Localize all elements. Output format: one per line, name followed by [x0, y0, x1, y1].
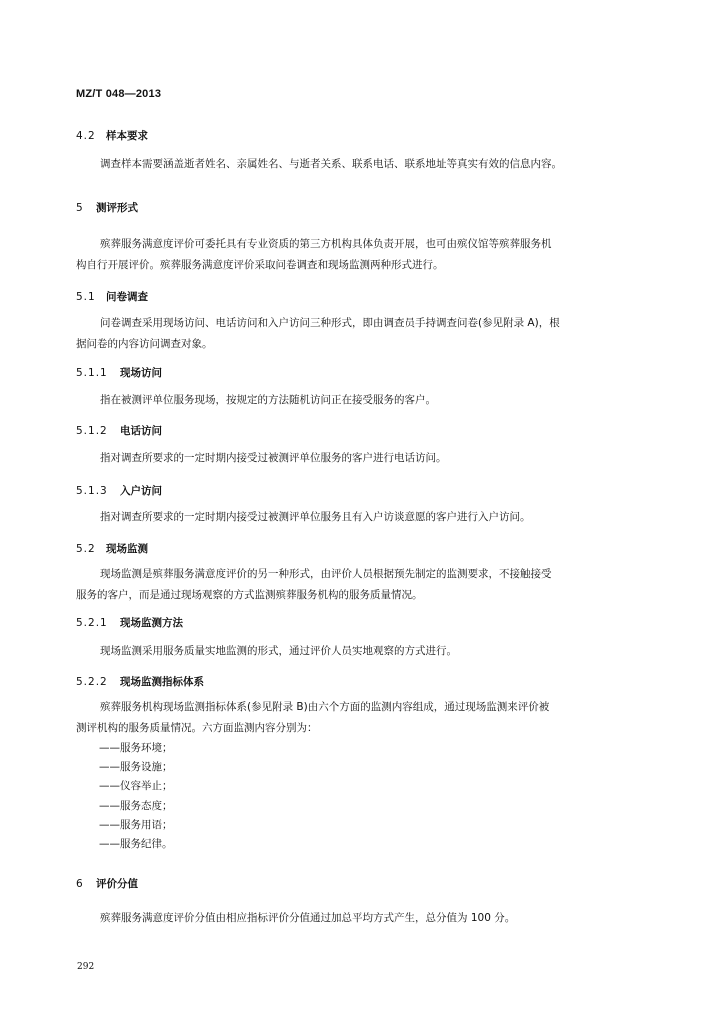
paragraph-line: 问卷调查采用现场访问、电话访问和入户访问三种形式，即由调查员手持调查问卷(参见附录 A)，根 [100, 317, 560, 329]
list-item: ——服务设施； [99, 761, 173, 774]
list-item: ——服务纪律。 [99, 838, 173, 851]
paragraph-5-1-3 [76, 507, 658, 528]
section-title: 现场监测指标体系 [120, 676, 204, 688]
list-item: ——服务环境； [99, 742, 173, 754]
section-title: 电话访问 [120, 425, 162, 437]
paragraph-line: 殡葬服务机构现场监测指标体系(参见附录 B)由六个方面的监测内容组成，通过现场监测来评价被 [100, 701, 550, 713]
section-number: 5.1.2 [76, 425, 108, 437]
section-number: 4.2 [76, 130, 96, 142]
paragraph-5-2-1 [76, 641, 658, 662]
section-heading-4-2 [76, 128, 148, 143]
paragraph-5-1-2 [76, 448, 658, 469]
paragraph-line: 殡葬服务满意度评价分值由相应指标评价分值通过加总平均方式产生，总分值为 100 分。 [100, 912, 516, 924]
paragraph-line: 殡葬服务满意度评价可委托具有专业资质的第三方机构具体负责开展，也可由殡仪馆等殡葬服务机 [100, 238, 552, 250]
section-number: 5.2 [76, 543, 96, 555]
paragraph-6 [76, 908, 658, 929]
section-number: 5.1.3 [76, 485, 108, 497]
paragraph-line: 指在被测评单位服务现场，按规定的方法随机访问正在接受服务的客户。 [100, 394, 436, 406]
section-heading-5-2-2 [76, 674, 204, 689]
section-number: 5.2.1 [76, 617, 108, 629]
section-title: 入户访问 [120, 485, 162, 497]
list-item: ——服务态度； [99, 799, 173, 812]
list-item: ——服务用语； [99, 818, 173, 831]
section-number: 5.2.2 [76, 676, 108, 688]
paragraph-line: 现场监测是殡葬服务满意度评价的另一种形式，由评价人员根据预先制定的监测要求，不接触接受 [100, 568, 552, 580]
paragraph-line: 调查样本需要涵盖逝者姓名、亲属姓名、与逝者关系、联系电话、联系地址等真实有效的信息内容。 [100, 158, 562, 170]
section-heading-5-2-1 [76, 615, 183, 630]
paragraph-5-2-2 [76, 697, 658, 739]
section-number: 5.1.1 [76, 367, 108, 379]
paragraph-line: 指对调查所要求的一定时期内接受过被测评单位服务且有入户访谈意愿的客户进行入户访问。 [100, 511, 531, 523]
paragraph-line: 构自行开展评价。殡葬服务满意度评价采取问卷调查和现场监测两种形式进行。 [76, 259, 444, 271]
paragraph-line: 据问卷的内容访问调查对象。 [76, 338, 213, 350]
section-heading-5-1-2 [76, 423, 162, 438]
section-title: 问卷调查 [106, 291, 148, 303]
paragraph-5-1-1 [76, 390, 658, 411]
paragraph-5 [76, 234, 658, 276]
paragraph-line: 指对调查所要求的一定时期内接受过被测评单位服务的客户进行电话访问。 [100, 452, 447, 464]
section-title: 测评形式 [96, 202, 138, 214]
section-heading-5-1 [76, 289, 148, 304]
section-title: 现场监测 [106, 543, 148, 555]
section-heading-5-1-1 [76, 365, 162, 380]
standard-code: MZ/T 048—2013 [76, 88, 162, 100]
paragraph-5-2 [76, 564, 658, 606]
section-heading-5-1-3 [76, 483, 162, 498]
page-number: 292 [77, 962, 95, 972]
paragraph-line: 服务的客户，而是通过现场观察的方式监测殡葬服务机构的服务质量情况。 [76, 589, 423, 601]
paragraph-line: 现场监测采用服务质量实地监测的形式，通过评价人员实地观察的方式进行。 [100, 645, 457, 657]
section-number: 5.1 [76, 291, 96, 303]
section-title: 样本要求 [106, 130, 148, 142]
section-title: 现场监测方法 [120, 617, 183, 629]
list-item: ——仪容举止； [99, 780, 173, 793]
paragraph-5-1 [76, 313, 658, 355]
section-number: 5 [76, 202, 84, 214]
paragraph-4-2 [76, 154, 658, 175]
section-title: 评价分值 [96, 878, 138, 890]
section-heading-5 [76, 200, 138, 215]
section-number: 6 [76, 878, 84, 890]
section-heading-5-2 [76, 541, 148, 556]
paragraph-line: 测评机构的服务质量情况。六方面监测内容分别为： [76, 722, 318, 734]
monitoring-content-list [99, 739, 173, 854]
section-heading-6 [76, 876, 138, 891]
section-title: 现场访问 [120, 367, 162, 379]
